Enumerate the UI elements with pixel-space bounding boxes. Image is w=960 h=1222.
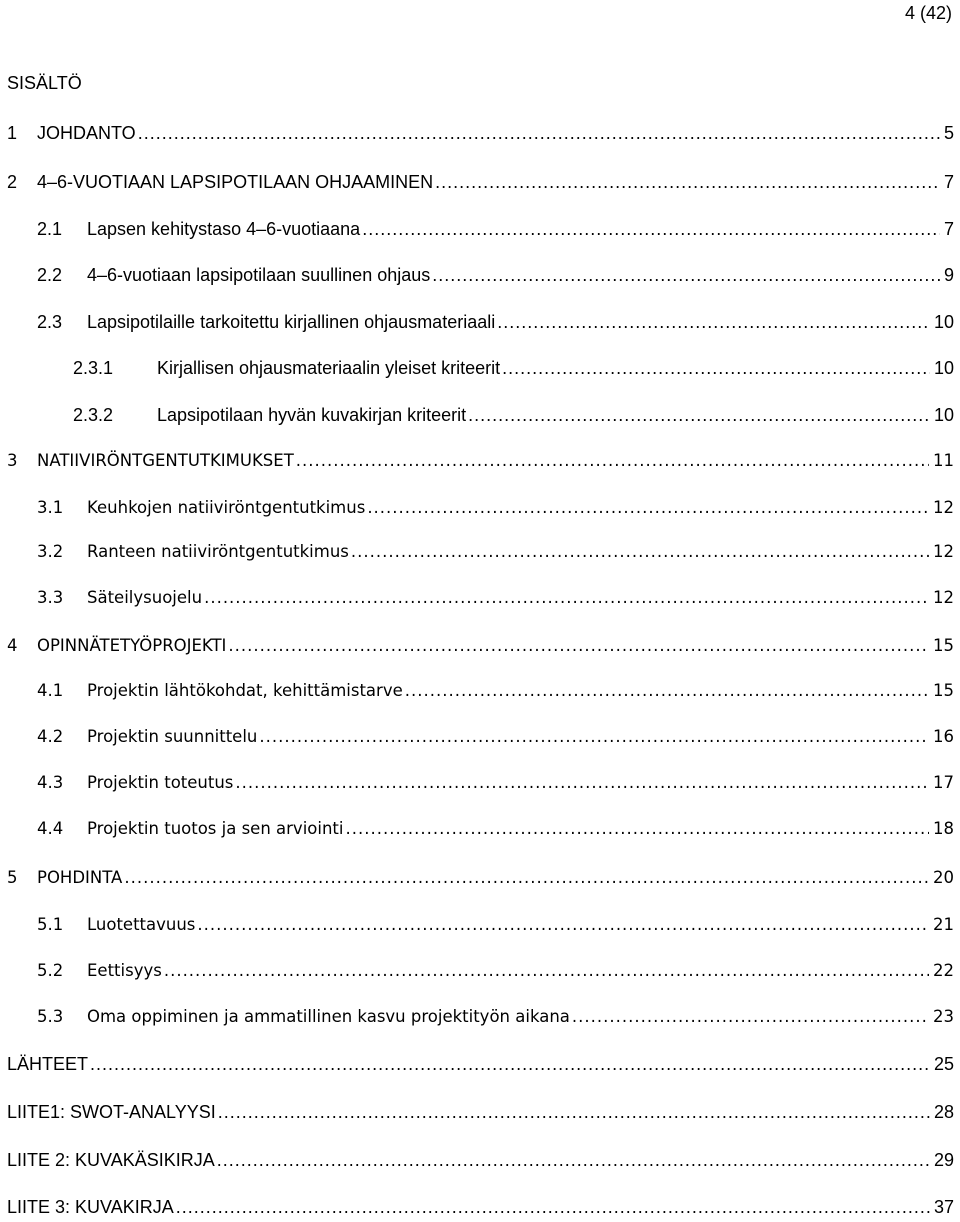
toc-entry-number: 4 — [7, 636, 18, 655]
toc-leader-dots — [217, 1148, 930, 1172]
toc-entry-label: LIITE1: SWOT-ANALYYSI — [7, 1102, 216, 1122]
toc-entry-page: 20 — [929, 866, 954, 890]
toc-entry-text — [87, 913, 954, 937]
toc-entry-3-3[interactable] — [0, 586, 954, 610]
toc-entry-number: 2.3.1 — [73, 358, 114, 378]
toc-entry-number: 4.4 — [37, 819, 64, 838]
toc-entry-number: 2.1 — [37, 219, 63, 239]
toc-entry-number: 4.2 — [37, 727, 64, 746]
toc-entry-page: 10 — [930, 356, 954, 380]
toc-entry-label: Oma oppiminen ja ammatillinen kasvu projektityön aikana — [87, 1005, 572, 1029]
toc-entry-4-4[interactable] — [0, 817, 954, 841]
toc-entry-number: 3 — [7, 451, 18, 470]
toc-entry-page: 21 — [929, 913, 954, 937]
toc-entry-text — [7, 1100, 954, 1124]
toc-entry-5-2[interactable] — [0, 959, 954, 983]
toc-leader-dots — [138, 121, 940, 145]
toc-entry-text — [37, 170, 954, 194]
toc-entry-2-2[interactable] — [0, 263, 954, 287]
toc-leader-dots — [296, 449, 929, 473]
toc-entry-page: 10 — [930, 403, 954, 427]
toc-leader-dots — [362, 217, 940, 241]
toc-entry-label: Projektin toteutus — [87, 771, 235, 795]
toc-entry-4-1[interactable] — [0, 679, 954, 703]
toc-entry-text — [7, 1195, 954, 1219]
toc-leader-dots — [435, 170, 940, 194]
toc-entry-label: NATIIVIRÖNTGENTUTKIMUKSET — [37, 449, 296, 473]
toc-leader-dots — [432, 263, 940, 287]
toc-leader-dots — [235, 771, 929, 795]
toc-entry-label: LÄHTEET — [7, 1054, 89, 1074]
toc-entry-text — [87, 496, 954, 520]
toc-entry-text — [87, 959, 954, 983]
toc-leader-dots — [351, 540, 929, 564]
toc-leader-dots — [228, 634, 929, 658]
toc-entry-number: 2.3 — [37, 312, 63, 332]
toc-entry-text — [157, 356, 954, 380]
toc-entry-number: 1 — [7, 123, 18, 143]
toc-leader-dots — [164, 959, 929, 983]
toc-entry-text — [87, 540, 954, 564]
toc-leader-dots — [90, 1052, 930, 1076]
toc-entry-label: Ranteen natiiviröntgentutkimus — [87, 540, 351, 564]
toc-entry-label: Lapsipotilaille tarkoitettu kirjallinen ohjausmateriaali — [87, 312, 496, 332]
toc-entry-label: Projektin lähtökohdat, kehittämistarve — [87, 679, 405, 703]
toc-entry-page: 15 — [929, 634, 954, 658]
toc-entry-page: 7 — [940, 170, 954, 194]
toc-entry-text — [87, 217, 954, 241]
toc-entry-label: Luotettavuus — [87, 913, 197, 937]
toc-leader-dots — [572, 1005, 929, 1029]
toc-entry-number: 2 — [7, 172, 18, 192]
toc-entry-text — [157, 403, 954, 427]
toc-entry-text — [37, 634, 954, 658]
toc-entry-page: 37 — [930, 1195, 954, 1219]
toc-leader-dots — [345, 817, 929, 841]
toc-leader-dots — [197, 913, 929, 937]
toc-entry-page: 18 — [929, 817, 954, 841]
toc-entry-page: 15 — [929, 679, 954, 703]
toc-entry-number: 5.1 — [37, 915, 64, 934]
toc-entry-text — [87, 310, 954, 334]
toc-entry-number: 5.3 — [37, 1007, 64, 1026]
toc-entry-text — [87, 817, 954, 841]
toc-entry-liite-2[interactable] — [0, 1148, 954, 1172]
toc-entry-page: 12 — [929, 540, 954, 564]
toc-entry-number: 3.1 — [37, 498, 64, 517]
toc-entry-2-3-1[interactable] — [0, 356, 954, 380]
toc-entry-number: 2.3.2 — [73, 405, 114, 425]
toc-entry-4-2[interactable] — [0, 725, 954, 749]
toc-entry-3-2[interactable] — [0, 540, 954, 564]
toc-entry-number: 5 — [7, 868, 18, 887]
toc-title: SISÄLTÖ — [7, 73, 82, 93]
toc-entry-label: LIITE 3: KUVAKIRJA — [7, 1197, 174, 1217]
toc-entry-label: OPINNÄTETYÖPROJEKTI — [37, 634, 228, 658]
toc-leader-dots — [367, 496, 929, 520]
toc-entry-liite-3[interactable] — [0, 1195, 954, 1219]
toc-entry-number: 2.2 — [37, 265, 63, 285]
toc-leader-dots — [405, 679, 929, 703]
toc-entry-label: 4–6-VUOTIAAN LAPSIPOTILAAN OHJAAMINEN — [37, 172, 434, 192]
toc-leader-dots — [502, 356, 930, 380]
toc-entry-3-1[interactable] — [0, 496, 954, 520]
toc-entry-4-3[interactable] — [0, 771, 954, 795]
toc-entry-page: 25 — [930, 1052, 954, 1076]
toc-entry-2-1[interactable] — [0, 217, 954, 241]
toc-entry-page: 22 — [929, 959, 954, 983]
page-number: 4 (42) — [904, 3, 952, 23]
toc-entry-label: Projektin tuotos ja sen arviointi — [87, 817, 345, 841]
toc-entry-page: 10 — [930, 310, 954, 334]
toc-leader-dots — [176, 1195, 930, 1219]
toc-entry-text — [87, 263, 954, 287]
toc-entry-page: 5 — [940, 121, 954, 145]
toc-entry-page: 9 — [940, 263, 954, 287]
toc-entry-page: 29 — [930, 1148, 954, 1172]
toc-entry-page: 11 — [929, 449, 954, 473]
toc-entry-number: 3.2 — [37, 542, 64, 561]
toc-entry-label: Projektin suunnittelu — [87, 725, 259, 749]
toc-entry-text — [37, 449, 954, 473]
toc-entry-2-3-2[interactable] — [0, 403, 954, 427]
toc-leader-dots — [259, 725, 929, 749]
toc-leader-dots — [218, 1100, 930, 1124]
toc-entry-label: 4–6-vuotiaan lapsipotilaan suullinen ohjaus — [87, 265, 431, 285]
toc-entry-text — [87, 586, 954, 610]
toc-entry-liite-1[interactable] — [0, 1100, 954, 1124]
toc-entry-text — [87, 679, 954, 703]
toc-entry-label: POHDINTA — [37, 866, 124, 890]
toc-entry-text — [7, 1148, 954, 1172]
toc-entry-text — [87, 771, 954, 795]
toc-entry-label: Säteilysuojelu — [87, 586, 204, 610]
toc-entry-number: 3.3 — [37, 588, 64, 607]
toc-entry-5[interactable] — [0, 866, 954, 890]
toc-leader-dots — [497, 310, 930, 334]
toc-entry-2[interactable] — [0, 170, 954, 194]
toc-entry-label: JOHDANTO — [37, 123, 136, 143]
toc-entry-text — [87, 1005, 954, 1029]
toc-entry-page: 12 — [929, 586, 954, 610]
toc-entry-label: Keuhkojen natiiviröntgentutkimus — [87, 496, 367, 520]
toc-entry-4[interactable] — [0, 634, 954, 658]
toc-entry-label: LIITE 2: KUVAKÄSIKIRJA — [7, 1150, 215, 1170]
toc-entry-text — [87, 725, 954, 749]
toc-entry-text — [7, 1052, 954, 1076]
toc-entry-number: 5.2 — [37, 961, 64, 980]
toc-entry-label: Lapsen kehitystaso 4–6-vuotiaana — [87, 219, 361, 239]
toc-entry-label: Lapsipotilaan hyvän kuvakirjan kriteerit — [157, 405, 467, 425]
toc-entry-page: 23 — [929, 1005, 954, 1029]
toc-entry-page: 7 — [940, 217, 954, 241]
toc-entry-label: Eettisyys — [87, 959, 164, 983]
toc-entry-page: 28 — [930, 1100, 954, 1124]
toc-entry-page: 17 — [929, 771, 954, 795]
toc-entry-page: 16 — [929, 725, 954, 749]
toc-entry-2-3[interactable] — [0, 310, 954, 334]
toc-entry-1[interactable] — [0, 121, 954, 145]
toc-entry-label: Kirjallisen ohjausmateriaalin yleiset kriteerit — [157, 358, 501, 378]
toc-entry-5-3[interactable] — [0, 1005, 954, 1029]
toc-entry-number: 4.3 — [37, 773, 64, 792]
toc-leader-dots — [204, 586, 929, 610]
toc-entry-page: 12 — [929, 496, 954, 520]
toc-entry-lahteet[interactable] — [0, 1052, 954, 1076]
toc-entry-text — [37, 121, 954, 145]
toc-leader-dots — [124, 866, 929, 890]
toc-entry-3[interactable] — [0, 449, 954, 473]
toc-leader-dots — [468, 403, 930, 427]
toc-entry-5-1[interactable] — [0, 913, 954, 937]
toc-entry-text — [37, 866, 954, 890]
toc-entry-number: 4.1 — [37, 681, 64, 700]
